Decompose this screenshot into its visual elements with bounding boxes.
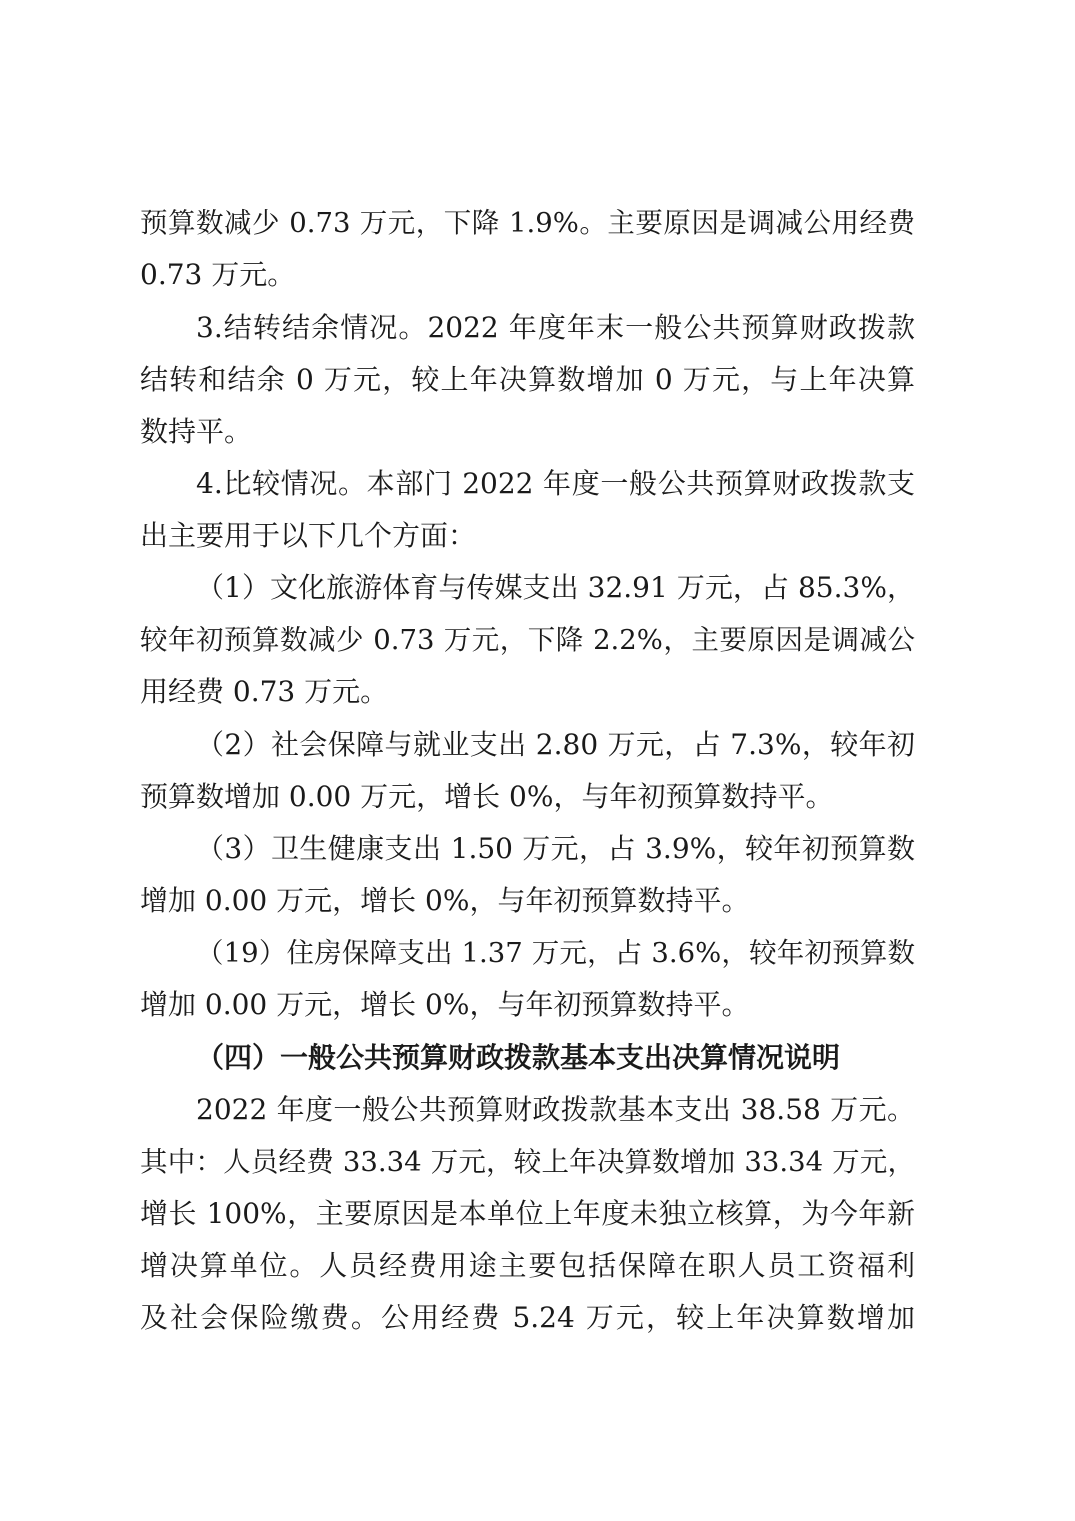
text-line: 增加 0.00 万元，增长 0%，与年初预算数持平。: [140, 884, 750, 917]
text-line: 预算数减少 0.73 万元，下降 1.9%。主要原因是调减公用经费: [140, 207, 915, 239]
text-line: （3）卫生健康支出 1.50 万元，占 3.9%，较年初预算数: [196, 832, 915, 865]
text-line: 2022 年度一般公共预算财政拨款基本支出 38.58 万元。: [196, 1093, 915, 1126]
text-line: 3.结转结余情况。2022 年度年末一般公共预算财政拨款: [196, 311, 915, 344]
text-line: 结转和结余 0 万元，较上年决算数增加 0 万元，与上年决算: [140, 363, 915, 396]
text-line: （19）住房保障支出 1.37 万元，占 3.6%，较年初预算数: [196, 937, 915, 969]
text-line: 及社会保险缴费。公用经费 5.24 万元，较上年决算数增加: [140, 1301, 915, 1334]
text-line: 预算数增加 0.00 万元，增长 0%，与年初预算数持平。: [140, 780, 834, 813]
text-line: （2）社会保障与就业支出 2.80 万元，占 7.3%，较年初: [196, 728, 915, 761]
text-line: 0.73 万元。: [140, 258, 296, 291]
text-line: 用经费 0.73 万元。: [140, 675, 389, 708]
text-line: 其中：人员经费 33.34 万元，较上年决算数增加 33.34 万元，: [140, 1146, 915, 1178]
text-line: 4.比较情况。本部门 2022 年度一般公共预算财政拨款支: [196, 467, 915, 500]
section-heading: （四）一般公共预算财政拨款基本支出决算情况说明: [196, 1041, 841, 1074]
text-line: 较年初预算数减少 0.73 万元，下降 2.2%，主要原因是调减公: [140, 624, 915, 656]
text-line: 增加 0.00 万元，增长 0%，与年初预算数持平。: [140, 988, 750, 1021]
text-line: 数持平。: [140, 415, 253, 448]
text-line: 出主要用于以下几个方面：: [140, 519, 477, 552]
text-line: 增长 100%，主要原因是本单位上年度未独立核算，为今年新: [140, 1197, 915, 1230]
text-line: 增决算单位。人员经费用途主要包括保障在职人员工资福利: [140, 1249, 915, 1282]
text-line: （1）文化旅游体育与传媒支出 32.91 万元，占 85.3%，: [196, 571, 915, 604]
